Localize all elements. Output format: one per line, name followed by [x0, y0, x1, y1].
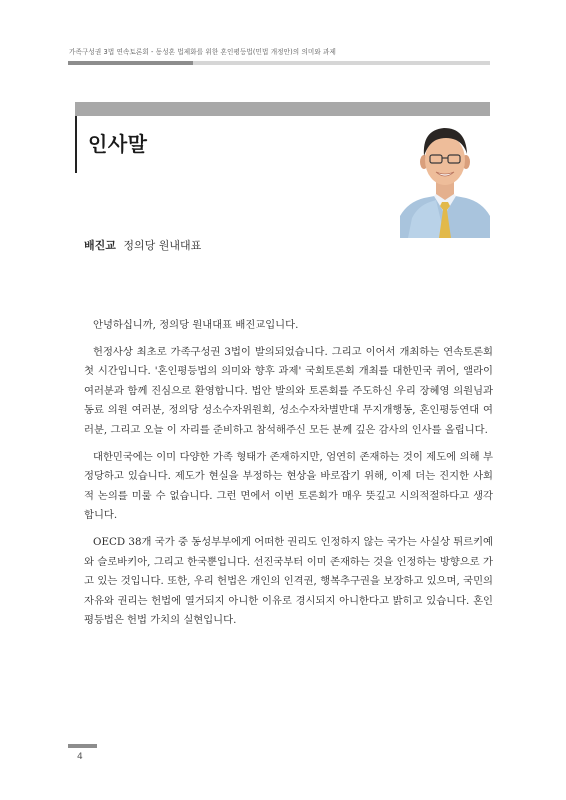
paragraph: 안녕하십니까, 정의당 원내대표 배진교입니다. — [93, 319, 299, 331]
paragraph: OECD 38개 국가 중 동성부부에게 어떠한 권리도 인정하지 않는 국가는 사실상 튀르키예와 슬로바키아, 그리고 한국뿐입니다. 선진국부터 이미 존재하는 것을 인정하는 방향으로 가고 있는 것입니다. 또한, 우리 헌법은 개인의 인격권, 행복추구권을 보장하고 있으며, 국민의 자유와 권리는 헌법에 열거되지 아니한 이유로 경시되지 아니한다고 밝히고 있습니다. 혼인평등법은 헌법 가치의 실현입니다. — [84, 535, 493, 627]
speaker-name: 배진교 — [84, 239, 116, 252]
header-rule-light — [193, 61, 490, 65]
paragraph: 대한민국에는 이미 다양한 가족 형태가 존재하지만, 엄연히 존재하는 것이 제도에 의해 부정당하고 있습니다. 제도가 현실을 부정하는 현상을 바로잡기 위해, 이제 더는 진지한 사회적 논의를 미룰 수 없습니다. 그런 면에서 이번 토론회가 매우 뜻깊고 시의적절하다고 생각합니다. — [84, 450, 493, 522]
footer-rule — [68, 744, 97, 748]
body-text — [84, 316, 493, 638]
title-accent-line — [75, 116, 77, 173]
title-bar — [75, 102, 490, 116]
speaker-line — [84, 237, 201, 253]
section-title: 인사말 — [88, 132, 148, 156]
header-rule-dark — [68, 61, 193, 65]
paragraph: 헌정사상 최초로 가족구성권 3법이 발의되었습니다. 그리고 이어서 개최하는 연속토론회 첫 시간입니다. '혼인평등법의 의미와 향후 과제' 국회토론회 개최를 대한민국 퀴어, 앨라이 여러분과 함께 진심으로 환영합니다. 법안 발의와 토론회를 주도하신 우리 장혜영 의원님과 동료 의원 여러분, 정의당 성소수자위원회, 성소수자차별반대 무지개행동, 혼인평등연대 여러분, 그리고 오늘 이 자리를 준비하고 참석해주신 모든 분께 깊은 감사의 인사를 올립니다. — [84, 345, 493, 436]
running-header: 가족구성권 3법 연속토론회 - 동성혼 법제화를 위한 혼인평등법(민법 개정안)의 의미와 과제 — [69, 48, 336, 56]
speaker-portrait — [400, 120, 490, 238]
speaker-role: 정의당 원내대표 — [123, 239, 202, 252]
page-number: 4 — [77, 752, 83, 762]
